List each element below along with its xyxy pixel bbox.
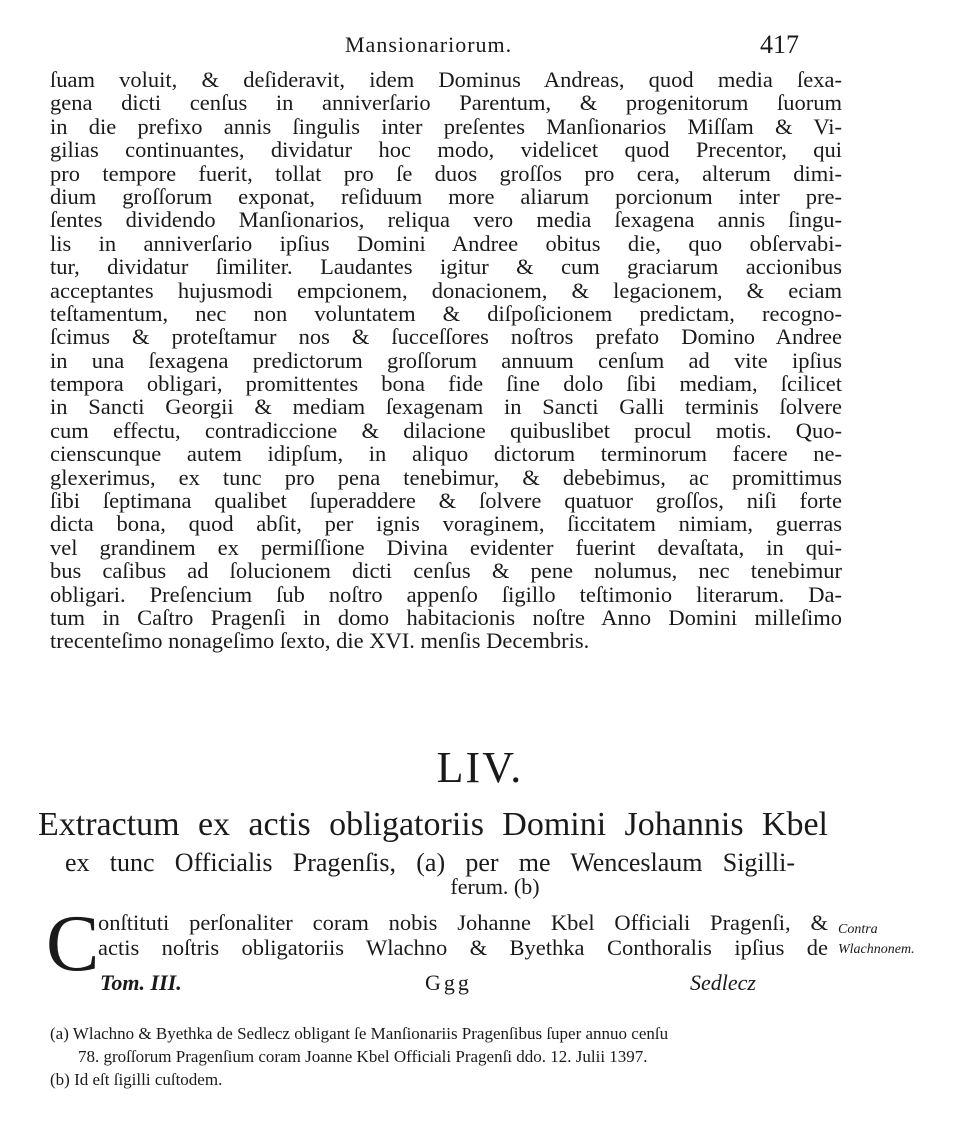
text-line: ſcimus & proteſtamur nos & ſucceſſores noſtros prefato Domino Andree xyxy=(50,324,842,350)
footnote: 78. groſſorum Pragenſium coram Joanne Kbel Officiali Pragenſi ddo. 12. Julii 1397. xyxy=(78,1047,648,1066)
footnotes xyxy=(50,1022,850,1091)
text-line: dicta bona, quod abſit, per ignis voraginem, ſiccitatem nimiam, guerras xyxy=(50,511,842,537)
volume-mark: Tom. III. xyxy=(100,970,182,995)
article-line: onſtituti perſonaliter coram nobis Johanne Kbel Officiali Pragenſi, & xyxy=(98,910,828,935)
text-line: pro tempore fuerit, tollat pro ſe duos groſſos pro cera, alterum dimi- xyxy=(50,160,842,186)
text-line: ſibi ſeptimana qualibet ſuperaddere & ſolvere quatuor groſſos, niſi forte xyxy=(50,488,842,514)
page-header xyxy=(0,32,960,66)
margin-note: Contra Wlachnonem. xyxy=(838,922,915,957)
document-number: LIV. xyxy=(436,743,524,792)
text-line: in una ſexagena predictorum groſſorum annuum cenſum ad vite ipſius xyxy=(50,347,842,373)
document-title-line-2: ex tunc Officialis Pragenſis, (a) per me Wenceslaum Sigilli- xyxy=(65,848,795,877)
page-number: 417 xyxy=(760,30,799,59)
text-line: tempora obligari, promittentes bona fide ſine dolo ſibi mediam, ſcilicet xyxy=(50,371,842,397)
text-line: teſtamentum, nec non voluntatem & diſpoſicionem predictam, recogno- xyxy=(50,300,842,326)
signature-mark: Ggg xyxy=(425,970,472,995)
text-line: ſentes dividendo Manſionarios, reliqua vero media ſexagena annis ſingu- xyxy=(50,207,842,233)
text-line: tur, dividatur ſimiliter. Laudantes igitur & cum graciarum accionibus xyxy=(50,254,842,280)
catchword: Sedlecz xyxy=(690,970,756,995)
text-line: trecenteſimo nonageſimo ſexto, die XVI. menſis Decembris. xyxy=(50,628,590,654)
drop-cap: C xyxy=(46,900,100,988)
text-line: vel grandinem ex permiſſione Divina evidenter fuerint devaſtata, in qui- xyxy=(50,534,842,560)
text-line: glexerimus, ex tunc pro pena tenebimur, & debebimus, ac promittimus xyxy=(50,464,842,490)
text-line: dium groſſorum exponat, reſiduum more aliarum porcionum inter pre- xyxy=(50,183,842,209)
text-line: bus caſibus ad ſolucionem dicti cenſus & pene nolumus, nec tenebimur xyxy=(50,558,842,584)
text-line: obligari. Preſencium ſub noſtro appenſo ſigillo teſtimonio literarum. Da- xyxy=(50,581,842,607)
text-line: in Sancti Georgii & mediam ſexagenam in Sancti Galli terminis ſolvere xyxy=(50,394,842,420)
footnote: (b) Id eſt ſigilli cuſtodem. xyxy=(50,1070,223,1089)
footnote: (a) Wlachno & Byethka de Sedlecz obligant ſe Manſionariis Pragenſibus ſuper annuo cenſu xyxy=(50,1024,669,1043)
document-title-line-1: Extractum ex actis obligatoriis Domini Johannis Kbel xyxy=(38,806,828,843)
body-text xyxy=(50,68,842,653)
text-line: ſuam voluit, & deſideravit, idem Dominus Andreas, quod media ſexa- xyxy=(50,67,842,92)
text-line: gena dicti cenſus in anniverſario Parentum, & progenitorum ſuorum xyxy=(50,90,842,116)
text-line: in die prefixo annis ſingulis inter preſentes Manſionarios Miſſam & Vi- xyxy=(50,113,842,139)
text-line: lis in anniverſario ipſius Domini Andree obitus die, quo obſervabi- xyxy=(50,230,842,256)
article-line: actis noſtris obligatoriis Wlachno & Byethka Conthoralis ipſius de xyxy=(98,935,828,960)
text-line: cienscunque autem idipſum, in aliquo dictorum terminorum facere ne- xyxy=(50,441,842,467)
document-title-line-3: ferum. (b) xyxy=(450,874,540,899)
article-text xyxy=(98,910,828,960)
text-line: cum effectu, contradiccione & dilacione quibuslibet procul motis. Quo- xyxy=(50,417,842,443)
text-line: gilias continuantes, dividatur hoc modo, videlicet quod Precentor, qui xyxy=(50,137,842,163)
running-title: Mansionariorum. xyxy=(345,32,513,57)
text-line: acceptantes hujusmodi empcionem, donacionem, & legacionem, & eciam xyxy=(50,277,842,303)
text-line: tum in Caſtro Pragenſi in domo habitacionis noſtre Anno Domini milleſimo xyxy=(50,604,842,630)
